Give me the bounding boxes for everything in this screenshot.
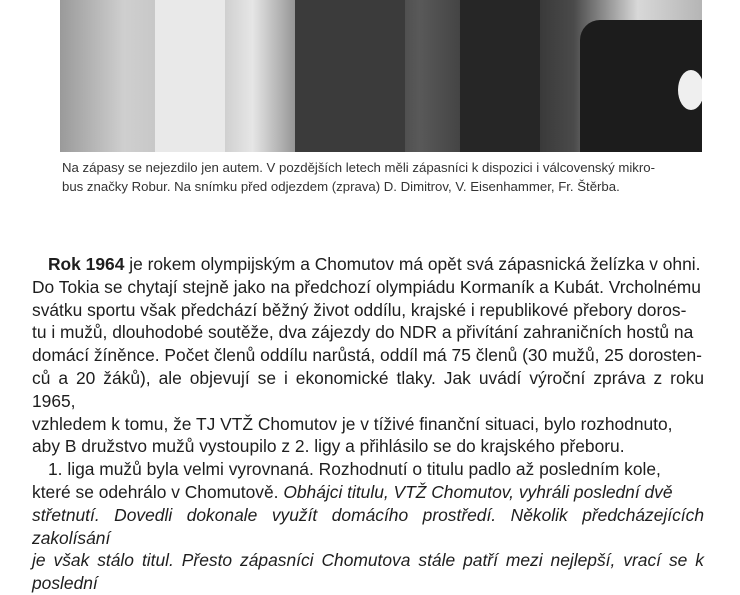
paragraph-1-line-7: vzhledem k tomu, že TJ VTŽ Chomutov je v tíživé finanční situaci, bylo rozhodnuto, xyxy=(32,413,673,434)
photo-figure-left xyxy=(155,0,225,152)
paragraph-2-quote-mid: střetnutí. Dovedli dokonale využít domácího prostředí. Několik předcházejících zakolísání xyxy=(32,504,704,548)
article-body xyxy=(32,253,704,595)
paragraph-1-line-3: svátku sportu však předchází běžný život oddílu, krajské i republikové přebory doros- xyxy=(32,299,687,320)
photo-caption xyxy=(62,158,712,196)
paragraph-2-line-3 xyxy=(32,504,704,550)
paragraph-1-line-5: domácí žíněnce. Počet členů oddílu narůstá, oddíl má 75 členů (30 mužů, 25 dorosten- xyxy=(32,345,702,366)
paragraph-2-quote-start: Obhájci titulu, VTŽ Chomutov, vyhráli poslední dvě xyxy=(283,481,673,502)
photo-figure-right xyxy=(460,0,540,152)
paragraph-1-text: je rokem olympijským a Chomutov má opět svá zápasnická želízka v ohni. xyxy=(124,254,701,274)
paragraph-1-line-1 xyxy=(32,253,704,276)
photo-figure-center xyxy=(295,0,405,152)
paragraph-1-lead: Rok 1964 xyxy=(48,254,125,274)
paragraph-2-line-4 xyxy=(32,549,704,595)
paragraph-2-quote-end: je však stálo titul. Přesto zápasníci Chomutova stále patří mezi nejlepší, vrací se k poslední xyxy=(32,550,704,594)
caption-line-2: bus značky Robur. Na snímku před odjezdem (zprava) D. Dimitrov, V. Eisenhammer, Fr. Štěrba. xyxy=(62,179,620,194)
paragraph-1-line-6: ců a 20 žáků), ale objevují se i ekonomické tlaky. Jak uvádí výroční zpráva z roku 1965, xyxy=(32,367,704,411)
paragraph-2-text: které se odehrálo v Chomutově. xyxy=(32,481,284,502)
caption-line-1: Na zápasy se nejezdilo jen autem. V pozdějších letech měli zápasníci k dispozici i válcovenský mikro- xyxy=(62,160,655,175)
paragraph-1-line-2: Do Tokia se chytají stejně jako na předchozí olympiádu Kormaník a Kubát. Vrcholnému xyxy=(32,276,701,297)
paragraph-2 xyxy=(32,458,704,595)
paragraph-1 xyxy=(32,253,704,458)
paragraph-2-line-1: 1. liga mužů byla velmi vyrovnaná. Rozhodnutí o titulu padlo až posledním kole, xyxy=(48,459,661,480)
paragraph-2-line-2 xyxy=(32,481,704,504)
paragraph-1-line-8: aby B družstvo mužů vystoupilo z 2. ligy a přihlásilo se do krajského přeboru. xyxy=(32,436,625,457)
photo-headlight xyxy=(678,70,702,110)
paragraph-1-line-4: tu i mužů, dlouhodobé soutěže, dva zájezdy do NDR a přivítání zahraničních hostů na xyxy=(32,322,694,343)
photo xyxy=(60,0,702,152)
